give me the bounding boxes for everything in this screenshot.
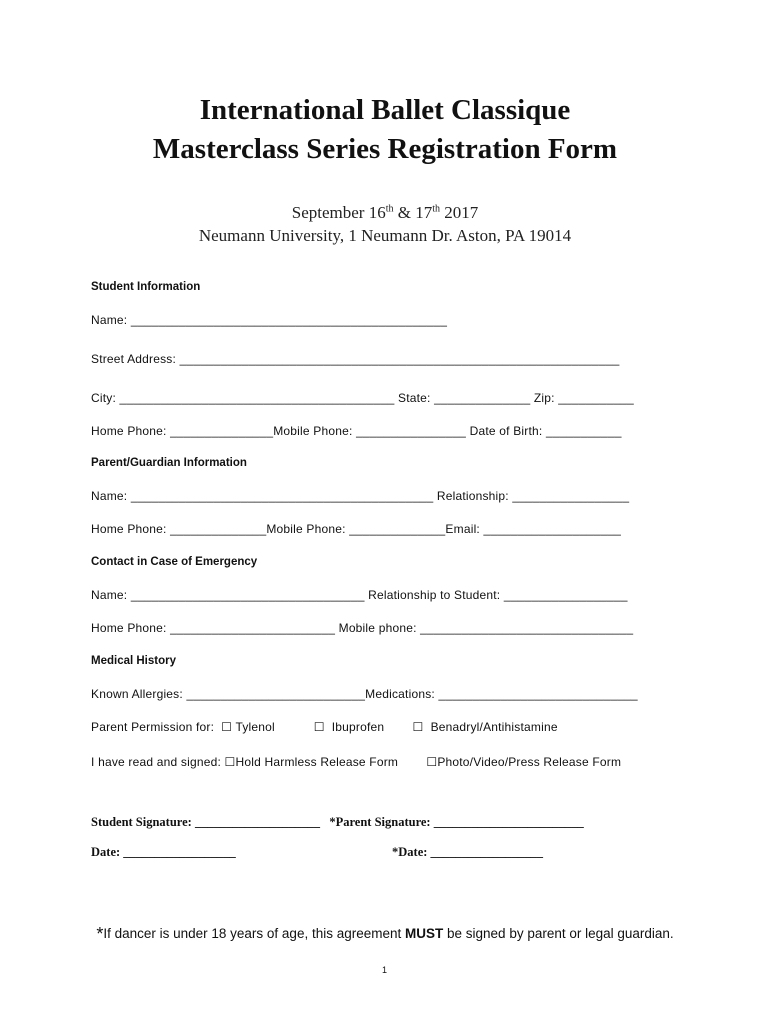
release-forms-checkboxes[interactable]: I have read and signed: ☐Hold Harmless Release Form ☐Photo/Video/Press Release Form (91, 755, 622, 769)
allergies-medications-field[interactable]: Known Allergies: __________________________Medications: _____________________________ (91, 687, 638, 701)
guardian-phones-email-field[interactable]: Home Phone: ______________Mobile Phone: ______________Email: ____________________ (91, 522, 621, 536)
footer-note: *If dancer is under 18 years of age, this agreement MUST be signed by parent or legal guardian. (96, 924, 674, 944)
medical-heading: Medical History (91, 655, 176, 667)
guardian-info-heading: Parent/Guardian Information (91, 457, 247, 469)
student-address-field[interactable]: Street Address: ________________________________________________________________ (91, 352, 620, 366)
title-line-1: International Ballet Classique (199, 94, 571, 126)
event-date: September 16th & 17th 2017 (291, 203, 479, 222)
title-line-2: Masterclass Series Registration Form (152, 133, 618, 165)
parent-permission-checkboxes[interactable]: Parent Permission for: ☐ Tylenol ☐ Ibuprofen ☐ Benadryl/Antihistamine (91, 720, 558, 734)
student-info-heading: Student Information (91, 281, 201, 293)
emergency-phones-field[interactable]: Home Phone: ________________________ Mobile phone: _______________________________ (91, 621, 634, 635)
student-city-state-zip-field[interactable]: City: ________________________________________ State: ______________ Zip: ___________ (91, 391, 634, 405)
guardian-name-field[interactable]: Name: ____________________________________________ Relationship: _________________ (91, 489, 630, 503)
emergency-heading: Contact in Case of Emergency (91, 556, 258, 568)
event-location: Neumann University, 1 Neumann Dr. Aston, PA 19014 (198, 226, 572, 245)
student-phones-dob-field[interactable]: Home Phone: _______________Mobile Phone: ________________ Date of Birth: ___________ (91, 424, 622, 438)
date-fields[interactable]: Date: __________________ *Date: __________________ (91, 845, 544, 859)
emergency-name-field[interactable]: Name: __________________________________ Relationship to Student: __________________ (91, 588, 628, 602)
student-name-field[interactable]: Name: ______________________________________________ (91, 313, 448, 327)
signature-fields[interactable]: Student Signature: ____________________ *Parent Signature: ________________________ (91, 815, 584, 829)
page-number: 1 (382, 965, 388, 975)
